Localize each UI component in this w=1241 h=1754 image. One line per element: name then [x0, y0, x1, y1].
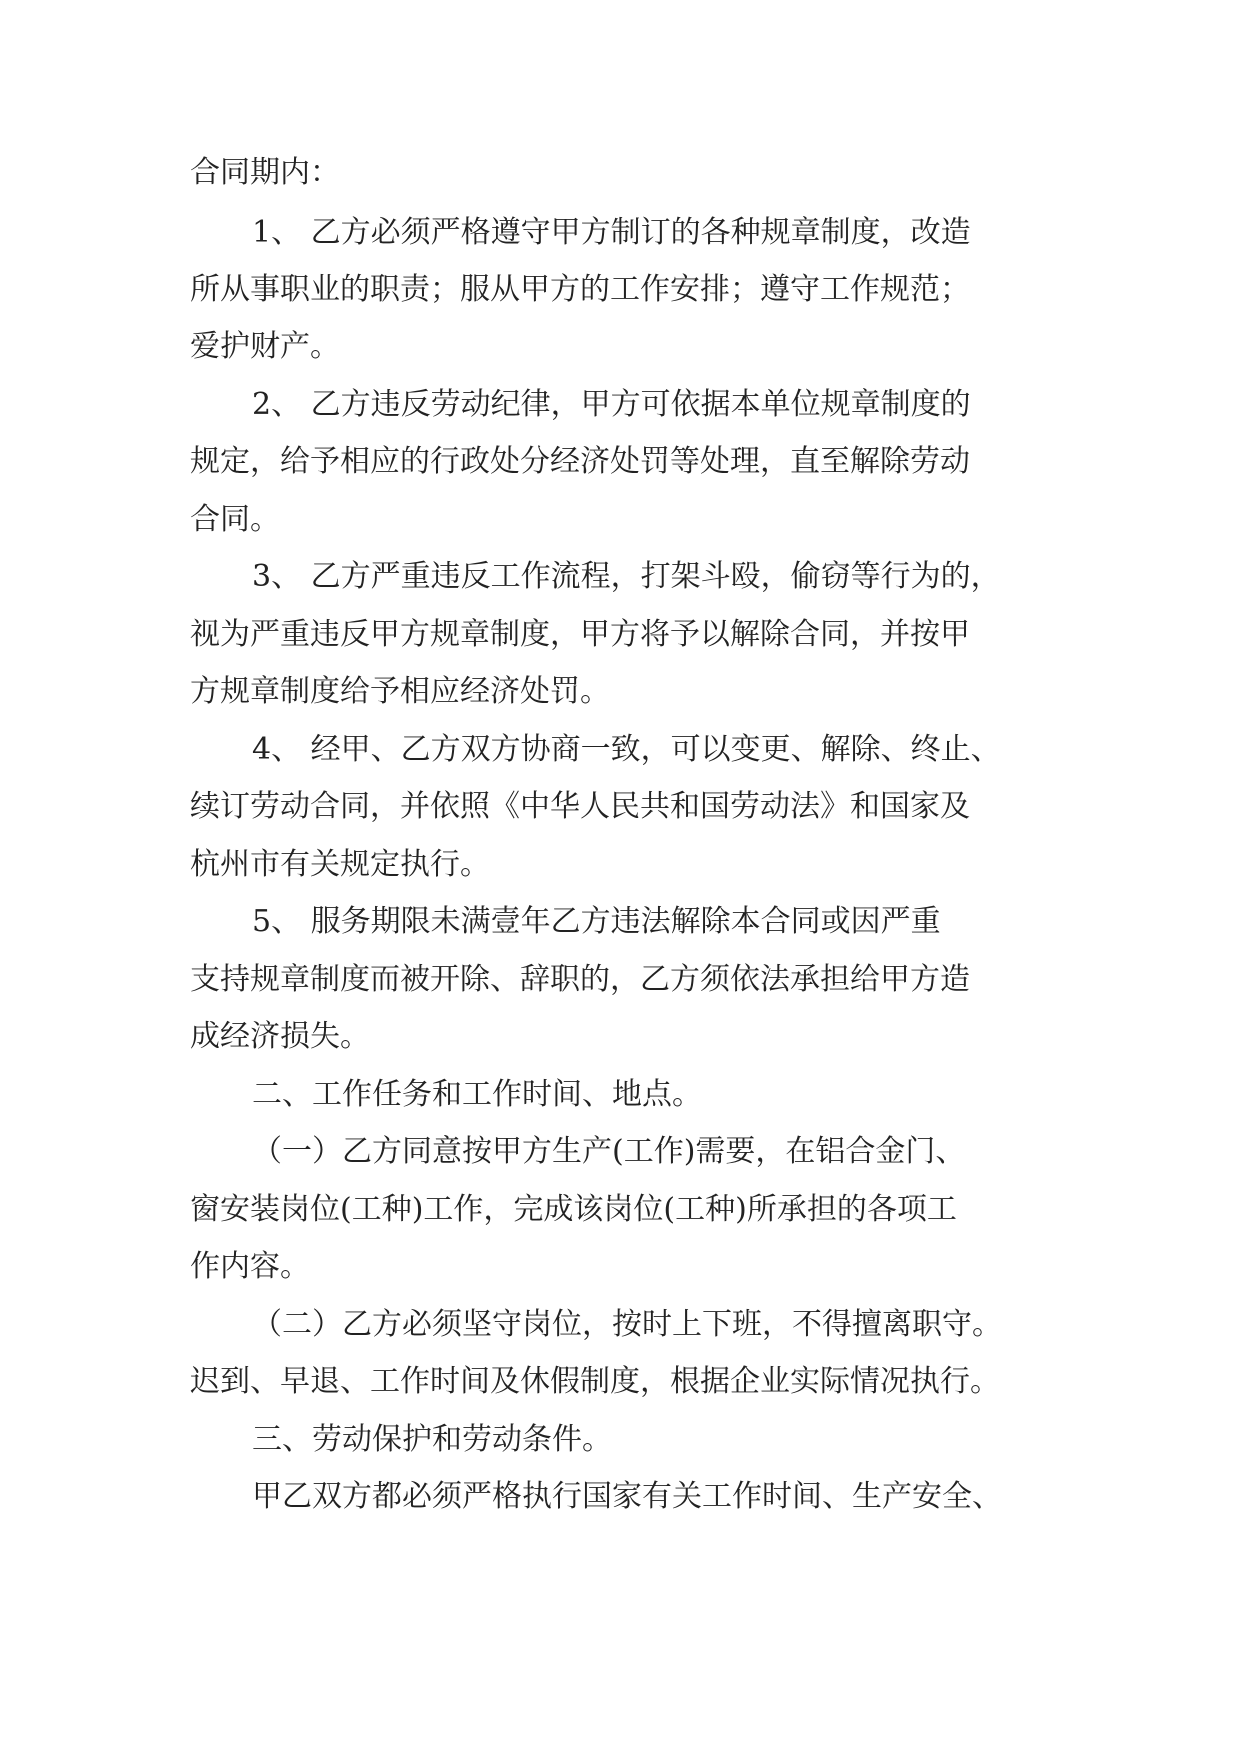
text-line: 杭州市有关规定执行。 — [190, 847, 490, 882]
text-line: 5、 服务期限未满壹年乙方违法解除本合同或因严重 — [252, 904, 941, 939]
text-line: 3、 乙方严重违反工作流程，打架斗殴，偷窃等行为的， — [252, 559, 1001, 594]
text-line: 迟到、早退、工作时间及休假制度，根据企业实际情况执行。 — [190, 1364, 1000, 1399]
section-heading: 二、工作任务和工作时间、地点。 — [252, 1077, 702, 1112]
text-line: （一）乙方同意按甲方生产(工作)需要，在铝合金门、 — [252, 1134, 966, 1169]
text-line: 4、 经甲、乙方双方协商一致，可以变更、解除、终止、 — [252, 732, 1001, 767]
text-line: 爱护财产。 — [190, 329, 340, 364]
text-line: 支持规章制度而被开除、辞职的，乙方须依法承担给甲方造 — [190, 962, 970, 997]
text-line: 续订劳动合同，并依照《中华人民共和国劳动法》和国家及 — [190, 789, 970, 824]
text-line: 2、 乙方违反劳动纪律，甲方可依据本单位规章制度的 — [252, 387, 971, 422]
text-line: 方规章制度给予相应经济处罚。 — [190, 674, 610, 709]
text-line: 窗安装岗位(工种)工作，完成该岗位(工种)所承担的各项工 — [190, 1192, 957, 1227]
text-line: 规定，给予相应的行政处分经济处罚等处理，直至解除劳动 — [190, 444, 970, 479]
text-line: 1、 乙方必须严格遵守甲方制订的各种规章制度，改造 — [252, 215, 971, 250]
text-line: 所从事职业的职责；服从甲方的工作安排；遵守工作规范； — [190, 272, 970, 307]
text-line: 甲乙双方都必须严格执行国家有关工作时间、生产安全、 — [252, 1479, 1002, 1514]
text-line: 作内容。 — [190, 1249, 310, 1284]
text-line: 成经济损失。 — [190, 1019, 370, 1054]
text-line: 视为严重违反甲方规章制度，甲方将予以解除合同，并按甲 — [190, 617, 970, 652]
text-line: （二）乙方必须坚守岗位，按时上下班，不得擅离职守。 — [252, 1307, 1002, 1342]
text-line: 合同。 — [190, 502, 280, 537]
section-heading: 三、劳动保护和劳动条件。 — [252, 1422, 612, 1457]
text-line: 合同期内： — [190, 155, 340, 190]
